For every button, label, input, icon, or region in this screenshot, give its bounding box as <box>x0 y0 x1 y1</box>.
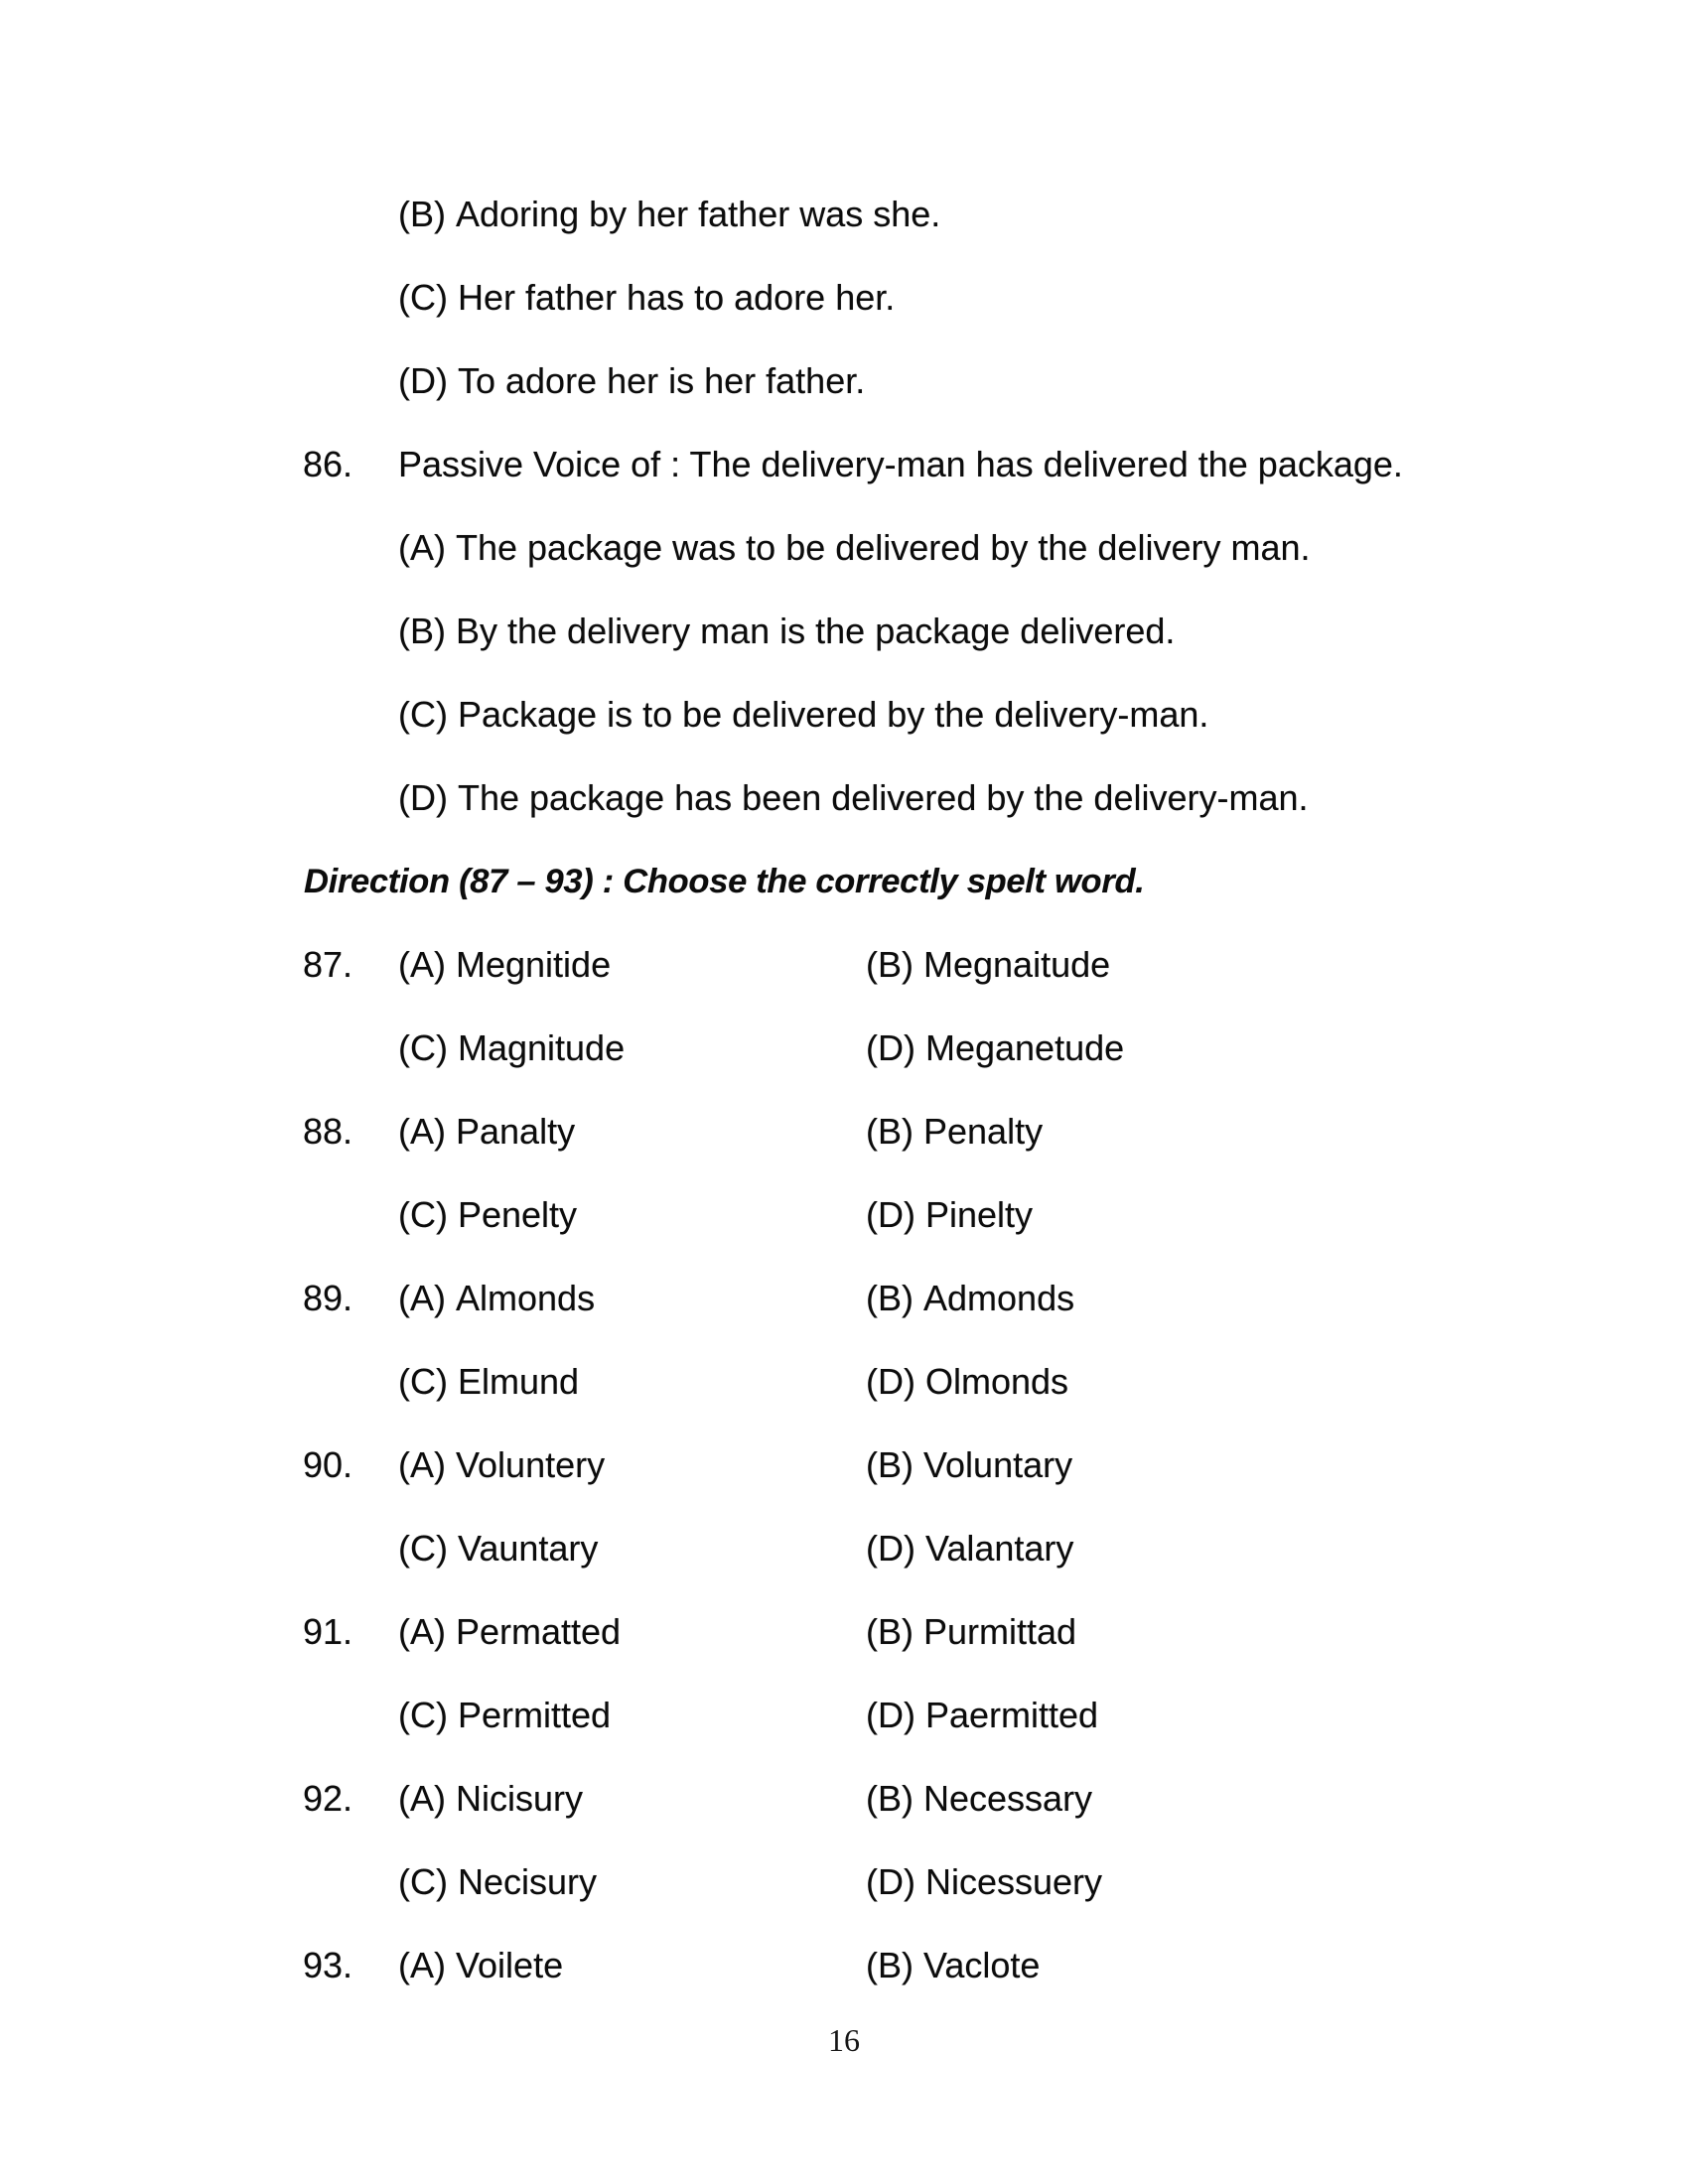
option-text: Almonds <box>456 1278 596 1318</box>
option-cell <box>866 1611 1076 1652</box>
question-number: 89. <box>303 1278 353 1318</box>
option-text: Voluntery <box>456 1444 606 1485</box>
question-line <box>303 1442 1072 1488</box>
option-text: Nicessuery <box>924 1861 1103 1902</box>
option-label: (C) <box>398 1528 448 1569</box>
option-text: Megnitide <box>456 944 612 985</box>
question-line <box>303 1109 1043 1155</box>
option-line <box>398 525 1310 571</box>
option-label: (D) <box>866 1194 915 1235</box>
option-line <box>398 692 1208 738</box>
option-cell <box>866 1945 1040 1985</box>
option-label: (B) <box>398 611 446 651</box>
question-number: 90. <box>303 1444 353 1485</box>
option-text: Voluntary <box>923 1444 1073 1485</box>
option-text: Vauntary <box>457 1528 599 1569</box>
option-text: By the delivery man is the package delivered. <box>456 611 1176 651</box>
option-cell <box>866 1778 1092 1819</box>
options-row <box>398 1526 1073 1571</box>
option-cell <box>866 1027 1124 1068</box>
question-number: 91. <box>303 1611 353 1652</box>
option-cell <box>866 1111 1043 1152</box>
option-text: Permitted <box>457 1695 612 1735</box>
option-label: (A) <box>398 1111 446 1152</box>
option-label: (C) <box>398 1695 448 1735</box>
option-cell <box>866 1194 1033 1235</box>
option-cell <box>866 1528 1073 1569</box>
options-row <box>398 1359 1068 1405</box>
option-cell <box>866 1444 1072 1485</box>
option-cell <box>866 1695 1098 1735</box>
option-cell <box>866 944 1110 985</box>
option-label: (D) <box>866 1027 915 1068</box>
option-label: (D) <box>866 1861 915 1902</box>
option-cell <box>866 1361 1068 1402</box>
question-line <box>303 1943 1040 1988</box>
option-text: Olmonds <box>924 1361 1069 1402</box>
option-text: Pinelty <box>924 1194 1034 1235</box>
option-cell <box>398 1359 866 1405</box>
option-text: Necessary <box>923 1778 1093 1819</box>
question-line <box>303 1609 1076 1655</box>
option-text: To adore her is her father. <box>457 360 866 401</box>
options-row <box>398 1192 1033 1238</box>
option-label: (B) <box>866 1945 914 1985</box>
option-cell <box>398 1192 866 1238</box>
option-label: (C) <box>398 1861 448 1902</box>
option-label: (D) <box>398 360 448 401</box>
page-number: 16 <box>828 2022 860 2058</box>
option-line <box>398 358 865 404</box>
option-cell <box>398 1526 866 1571</box>
option-text: Paermitted <box>924 1695 1099 1735</box>
question-number: 93. <box>303 1945 353 1985</box>
option-label: (B) <box>866 1111 914 1152</box>
option-text: Penelty <box>457 1194 578 1235</box>
option-label: (C) <box>398 1361 448 1402</box>
option-cell <box>398 942 866 988</box>
option-label: (B) <box>398 194 446 234</box>
options-row <box>398 1693 1098 1738</box>
option-text: Admonds <box>923 1278 1075 1318</box>
option-label: (B) <box>866 1444 914 1485</box>
option-cell <box>398 1609 866 1655</box>
option-text: Adoring by her father was she. <box>456 194 941 234</box>
option-text: Elmund <box>457 1361 580 1402</box>
option-cell <box>398 1693 866 1738</box>
question-text: Passive Voice of : The delivery-man has delivered the package. <box>398 444 1403 484</box>
options-row <box>398 1025 1124 1071</box>
question-line <box>303 1776 1092 1822</box>
option-text: The package has been delivered by the delivery-man. <box>457 777 1309 818</box>
option-text: Voilete <box>456 1945 564 1985</box>
option-label: (A) <box>398 527 446 568</box>
option-cell <box>866 1278 1074 1318</box>
option-text: Megnaitude <box>923 944 1111 985</box>
option-text: Permatted <box>456 1611 622 1652</box>
option-text: Necisury <box>457 1861 598 1902</box>
option-label: (B) <box>866 1778 914 1819</box>
option-cell <box>398 1943 866 1988</box>
question-line <box>303 442 1403 487</box>
option-cell <box>398 1025 866 1071</box>
question-line <box>303 1276 1074 1321</box>
option-label: (C) <box>398 694 448 735</box>
option-line <box>398 609 1175 654</box>
question-number: 92. <box>303 1778 353 1819</box>
option-label: (B) <box>866 1278 914 1318</box>
option-text: Panalty <box>456 1111 576 1152</box>
option-cell <box>398 1276 866 1321</box>
option-label: (B) <box>866 944 914 985</box>
option-cell <box>866 1861 1102 1902</box>
option-cell <box>398 1442 866 1488</box>
option-line <box>398 775 1309 821</box>
option-text: Meganetude <box>924 1027 1125 1068</box>
option-text: Package is to be delivered by the delivery-man. <box>457 694 1209 735</box>
option-label: (B) <box>866 1611 914 1652</box>
option-text: Nicisury <box>456 1778 584 1819</box>
question-number: 86. <box>303 444 353 484</box>
option-cell <box>398 1859 866 1905</box>
option-label: (A) <box>398 1278 446 1318</box>
direction-heading: Direction (87 – 93) : Choose the correctly spelt word. <box>304 863 1145 900</box>
option-label: (A) <box>398 1778 446 1819</box>
question-number: 87. <box>303 944 353 985</box>
option-label: (A) <box>398 1945 446 1985</box>
option-label: (D) <box>866 1361 915 1402</box>
option-label: (D) <box>866 1528 915 1569</box>
option-text: Penalty <box>923 1111 1044 1152</box>
option-text: Magnitude <box>457 1027 626 1068</box>
question-line <box>303 942 1110 988</box>
option-line <box>398 275 895 321</box>
option-line <box>398 192 940 237</box>
option-text: The package was to be delivered by the delivery man. <box>456 527 1311 568</box>
option-label: (D) <box>866 1695 915 1735</box>
option-label: (A) <box>398 1444 446 1485</box>
question-number: 88. <box>303 1111 353 1152</box>
option-label: (D) <box>398 777 448 818</box>
option-label: (A) <box>398 944 446 985</box>
option-text: Her father has to adore her. <box>457 277 896 318</box>
option-cell <box>398 1776 866 1822</box>
options-row <box>398 1859 1102 1905</box>
option-text: Purmittad <box>923 1611 1077 1652</box>
option-text: Vaclote <box>923 1945 1041 1985</box>
option-text: Valantary <box>924 1528 1074 1569</box>
option-label: (C) <box>398 1027 448 1068</box>
option-label: (C) <box>398 1194 448 1235</box>
option-label: (A) <box>398 1611 446 1652</box>
option-label: (C) <box>398 277 448 318</box>
option-cell <box>398 1109 866 1155</box>
